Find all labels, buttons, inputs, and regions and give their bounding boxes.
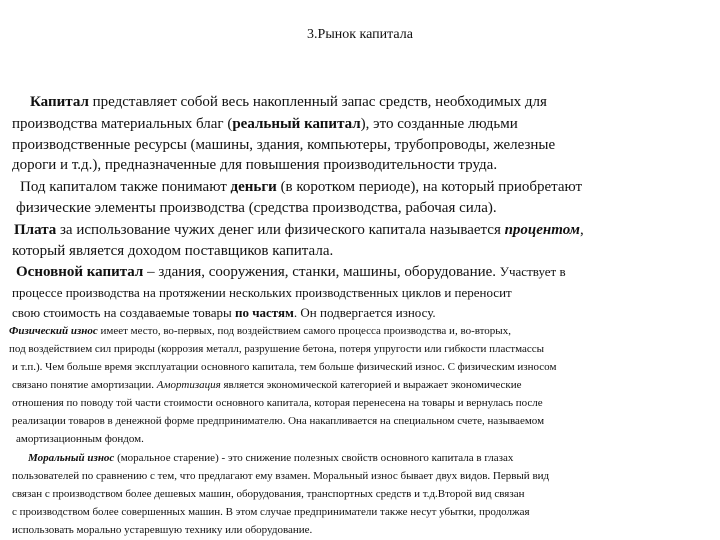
text-line	[14, 222, 720, 239]
bold-term: по частям	[234, 305, 294, 320]
text-line	[12, 397, 720, 409]
bold-term: деньги	[230, 179, 277, 195]
text-line	[16, 264, 720, 281]
bold-term: реальный капитал	[232, 116, 361, 132]
text-run: производства материальных благ (	[12, 116, 233, 132]
text-run: представляет собой весь накопленный запас средств, необходимых для	[88, 94, 547, 110]
text-run: с производством более совершенных машин. В этом случае предприниматели также несут убытки, продолжая	[12, 506, 530, 518]
text-line	[12, 137, 720, 154]
text-line	[12, 243, 720, 260]
text-run: использовать морально устаревшую технику или оборудование.	[12, 524, 313, 536]
text-line	[12, 506, 720, 518]
text-run: реализации товаров в денежной форме предпринимателю. Она накапливается на специальном счете, называемом	[12, 415, 545, 427]
text-line	[9, 325, 720, 337]
text-line	[12, 305, 720, 321]
page-title: 3.Рынок капитала	[307, 27, 413, 42]
bold-italic-term: Физический износ	[9, 325, 98, 337]
text-run: имеет место, во-первых, под воздействием самого процесса производства и, во-вторых,	[97, 325, 511, 337]
bold-term: Капитал	[30, 94, 89, 110]
text-line	[9, 343, 720, 355]
text-line	[16, 200, 720, 217]
text-line	[12, 379, 720, 391]
text-run: (в коротком периоде), на который приобретают	[276, 179, 583, 195]
bold-term: Плата	[14, 222, 57, 238]
italic-term: Амортизация	[156, 379, 221, 391]
text-run: – здания, сооружения, станки, машины, оборудование.	[143, 264, 500, 280]
text-line	[12, 415, 720, 427]
text-run: ), это созданные людьми	[360, 116, 518, 132]
text-run: Под капиталом также понимают	[20, 179, 231, 195]
bold-term: Основной капитал	[16, 264, 144, 280]
text-run: . Он подвергается износу.	[293, 305, 436, 320]
text-run: Участвует в	[499, 264, 566, 279]
text-line	[12, 488, 720, 500]
text-run: дороги и т.д.), предназначенные для повышения производительности труда.	[12, 157, 498, 173]
text-line	[12, 470, 720, 482]
text-line	[12, 285, 720, 301]
text-run: пользователей по сравнению с тем, что предлагают ему взамен. Моральный износ бывает двух видов. Первый вид	[12, 470, 550, 482]
text-run: связан с производством более дешевых машин, оборудования, транспортных средств и т.д.Второй вид связан	[12, 488, 525, 500]
text-line	[12, 116, 720, 133]
text-run: амортизационным фондом.	[16, 433, 144, 445]
text-line	[16, 433, 720, 445]
text-run: (моральное старение) - это снижение полезных свойств основного капитала в глазах	[114, 452, 514, 464]
text-line	[12, 361, 720, 373]
text-run: свою стоимость на создаваемые товары	[12, 305, 235, 320]
text-run: физические элементы производства (средства производства, рабочая сила).	[16, 200, 497, 216]
text-run: ,	[579, 222, 584, 238]
text-run: является экономической категорией и выражает экономические	[220, 379, 522, 391]
text-line	[20, 179, 720, 196]
text-run: производственные ресурсы (машины, здания, компьютеры, трубопроводы, железные	[12, 137, 556, 153]
text-run: за использование чужих денег или физического капитала называется	[56, 222, 505, 238]
text-run: и т.п.). Чем больше время эксплуатации основного капитала, тем больше физический износ. С физическим износом	[12, 361, 557, 373]
text-line	[28, 452, 720, 464]
text-run: отношения по поводу той части стоимости основного капитала, которая перенесена на товары и вернулась после	[12, 397, 543, 409]
text-line	[12, 157, 720, 174]
bold-italic-term: Моральный износ	[28, 452, 115, 464]
text-run: который является доходом поставщиков капитала.	[12, 243, 334, 259]
text-run: процессе производства на протяжении нескольких производственных циклов и переносит	[12, 285, 512, 300]
text-run: связано понятие амортизации.	[12, 379, 157, 391]
bold-italic-term: процентом	[504, 222, 580, 238]
text-line	[30, 94, 720, 111]
text-run: под воздействием сил природы (коррозия металл, разрушение бетона, потеря упругости или гибкости пластмассы	[9, 343, 545, 355]
text-line	[12, 524, 720, 536]
